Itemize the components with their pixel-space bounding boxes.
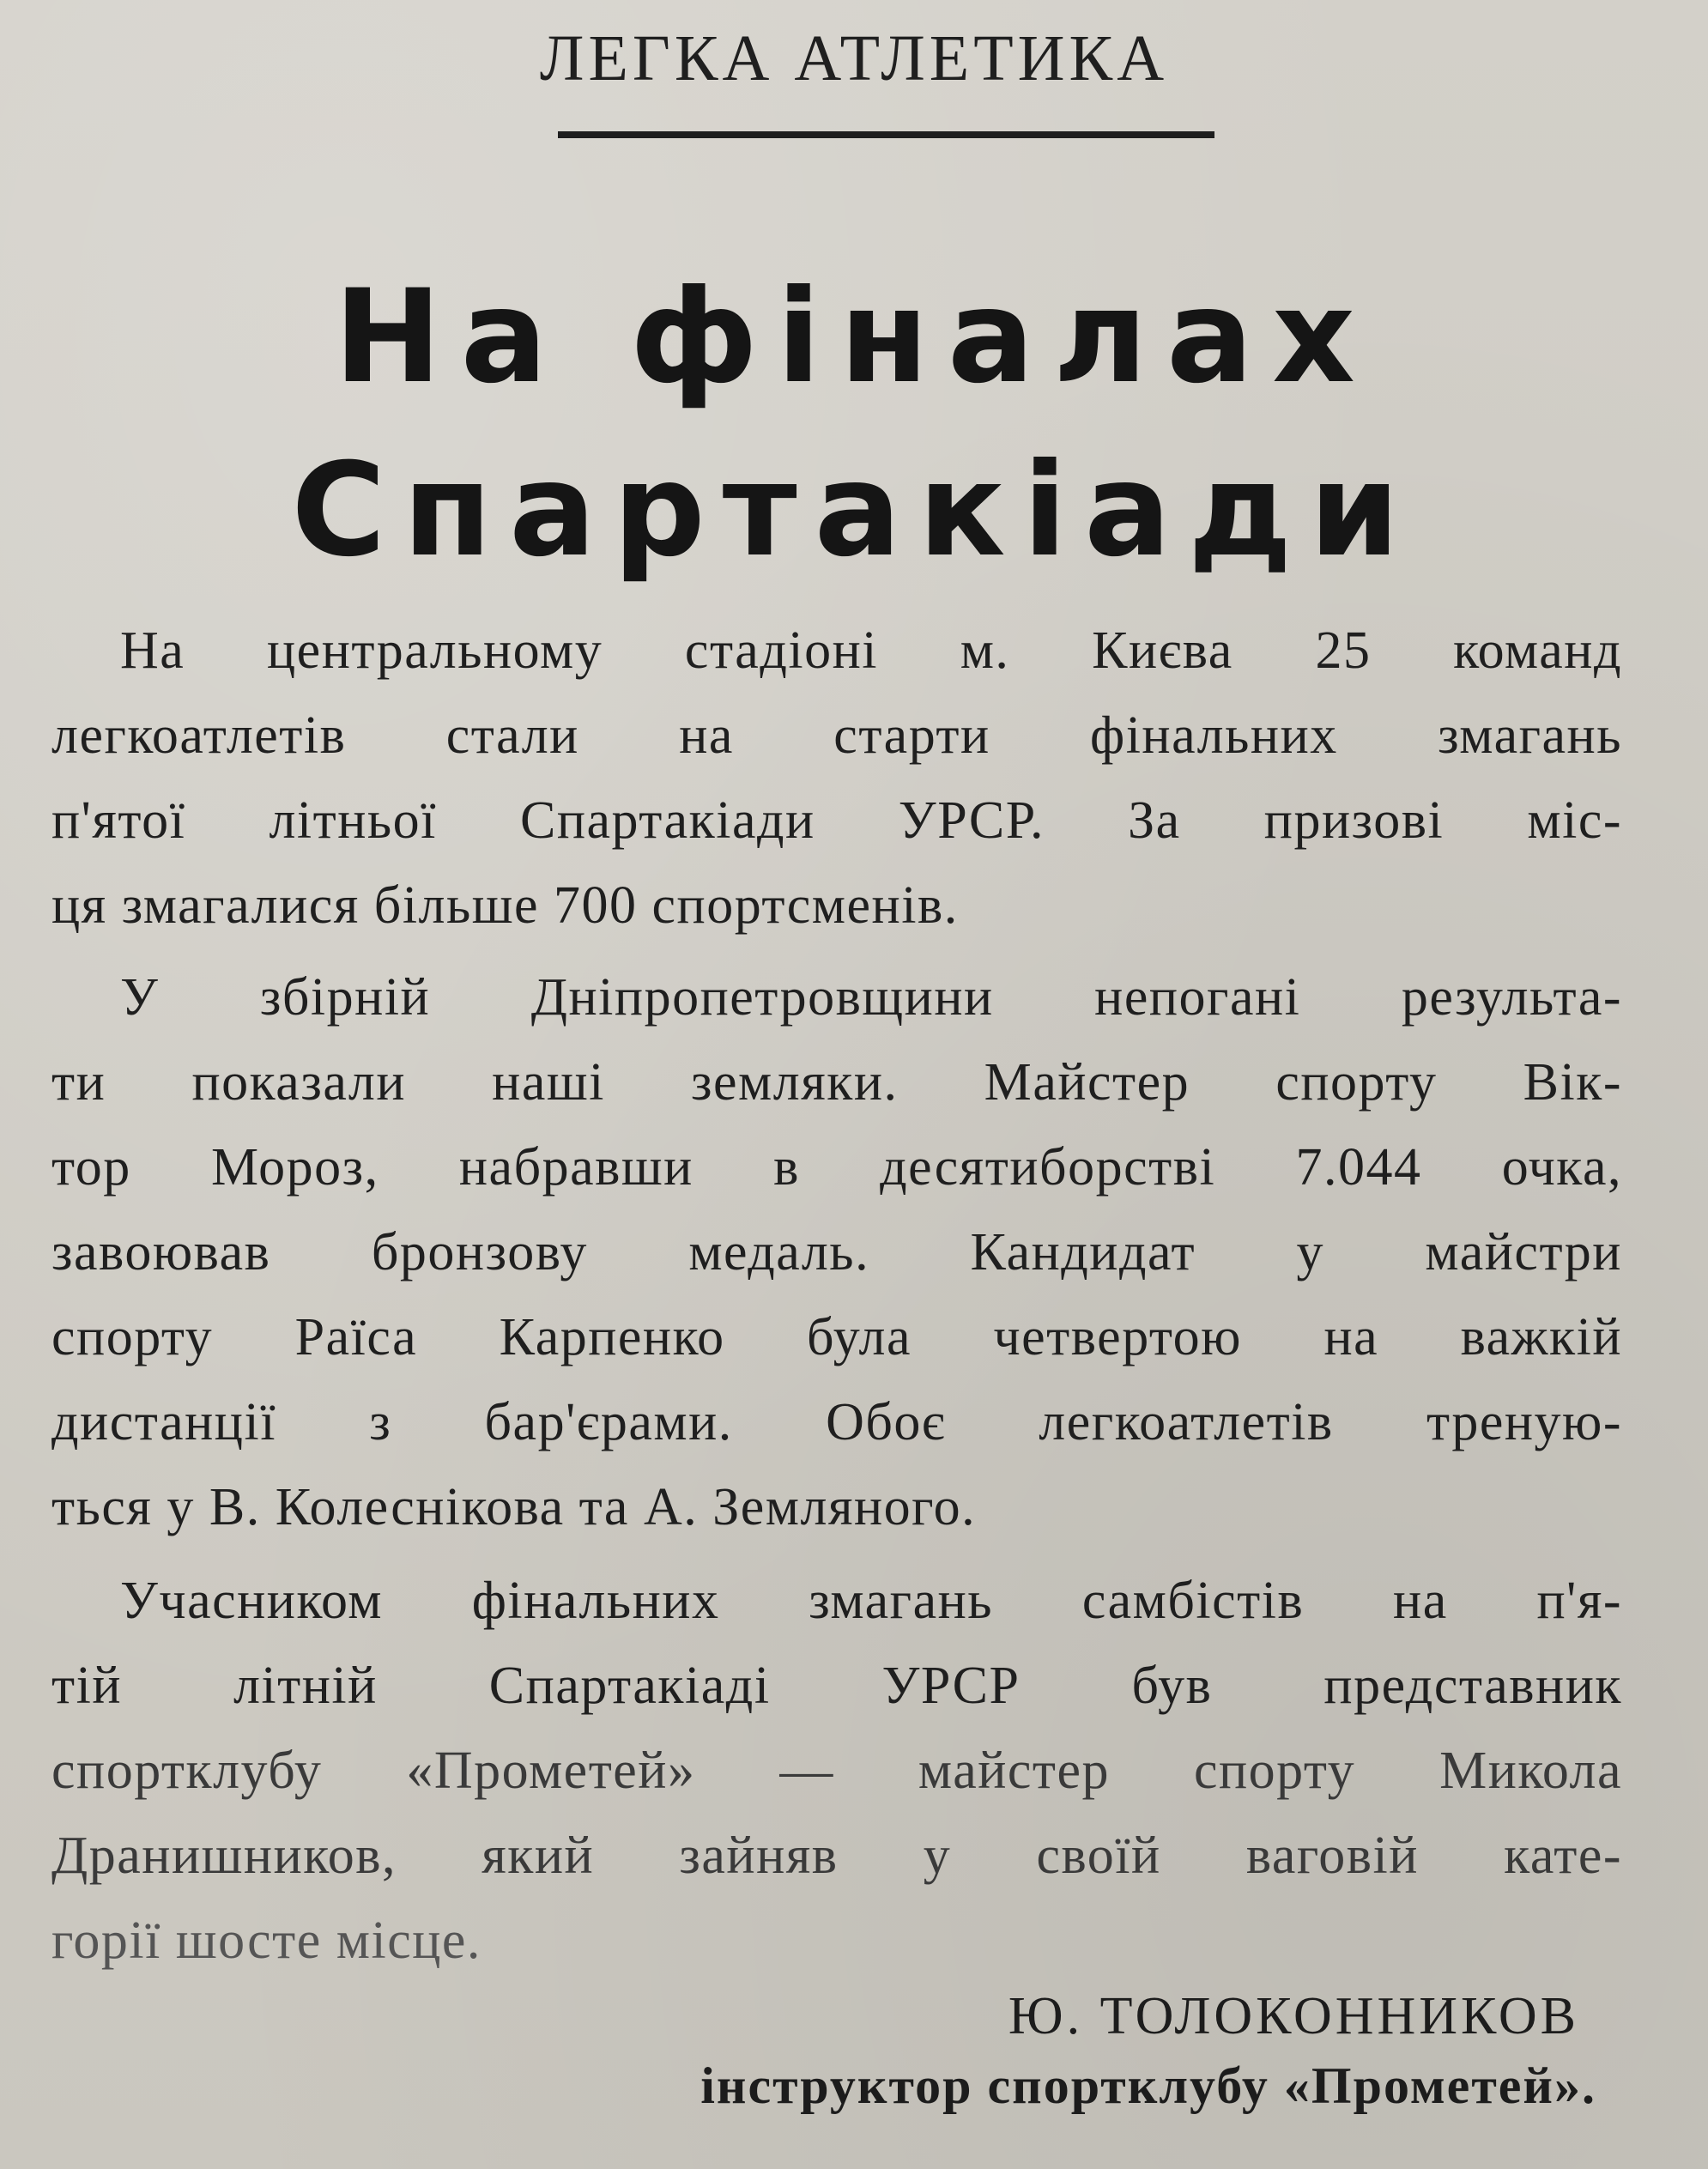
paragraph-3-line-1: Учасником фінальних змагань самбістів на п'я-: [120, 1572, 1622, 1630]
paragraph-2-line-5: спорту Раїса Карпенко була четвертою на важкій: [51, 1308, 1622, 1366]
paragraph-3-line-2: тій літній Спартакіаді УРСР був представник: [51, 1657, 1622, 1715]
author-name: Ю. ТОЛОКОННИКОВ: [1008, 1987, 1579, 2045]
paragraph-2-line-1: У збірній Дніпропетровщини непогані результа-: [120, 968, 1622, 1027]
paragraph-1-line-3: п'ятої літньої Спартакіади УРСР. За призові міс-: [51, 791, 1622, 850]
paragraph-3-line-3: спортклубу «Прометей» — майстер спорту Микола: [51, 1742, 1622, 1800]
paragraph-2-line-4: завоював бронзову медаль. Кандидат у майстри: [51, 1223, 1622, 1281]
paragraph-1-line-2: легкоатлетів стали на старти фінальних змагань: [51, 706, 1622, 765]
author-role: інструктор спортклубу «Прометей».: [700, 2057, 1596, 2114]
paragraph-1-line-4: ця змагалися більше 700 спортсменів.: [51, 876, 959, 935]
paragraph-2-line-2: ти показали наші земляки. Майстер спорту Вік-: [51, 1053, 1622, 1112]
article-body: [51, 0, 1622, 2169]
section-rubric: ЛЕГКА АТЛЕТИКА: [539, 22, 1169, 94]
paragraph-2-line-6: дистанції з бар'єрами. Обоє легкоатлетів треную-: [51, 1393, 1622, 1451]
paragraph-1-line-1: На центральному стадіоні м. Києва 25 команд: [120, 621, 1622, 680]
headline-line-2: Спартакіади: [291, 436, 1417, 585]
paragraph-3-line-5: горії шосте місце.: [51, 1912, 482, 1970]
paragraph-2-line-3: тор Мороз, набравши в десятиборстві 7.044 очка,: [51, 1138, 1622, 1197]
paragraph-2-line-7: ться у В. Колеснікова та А. Земляного.: [51, 1478, 977, 1536]
paragraph-3-line-4: Дранишников, який зайняв у своїй ваговій кате-: [51, 1827, 1622, 1885]
headline-line-1: На фіналах: [334, 263, 1374, 412]
